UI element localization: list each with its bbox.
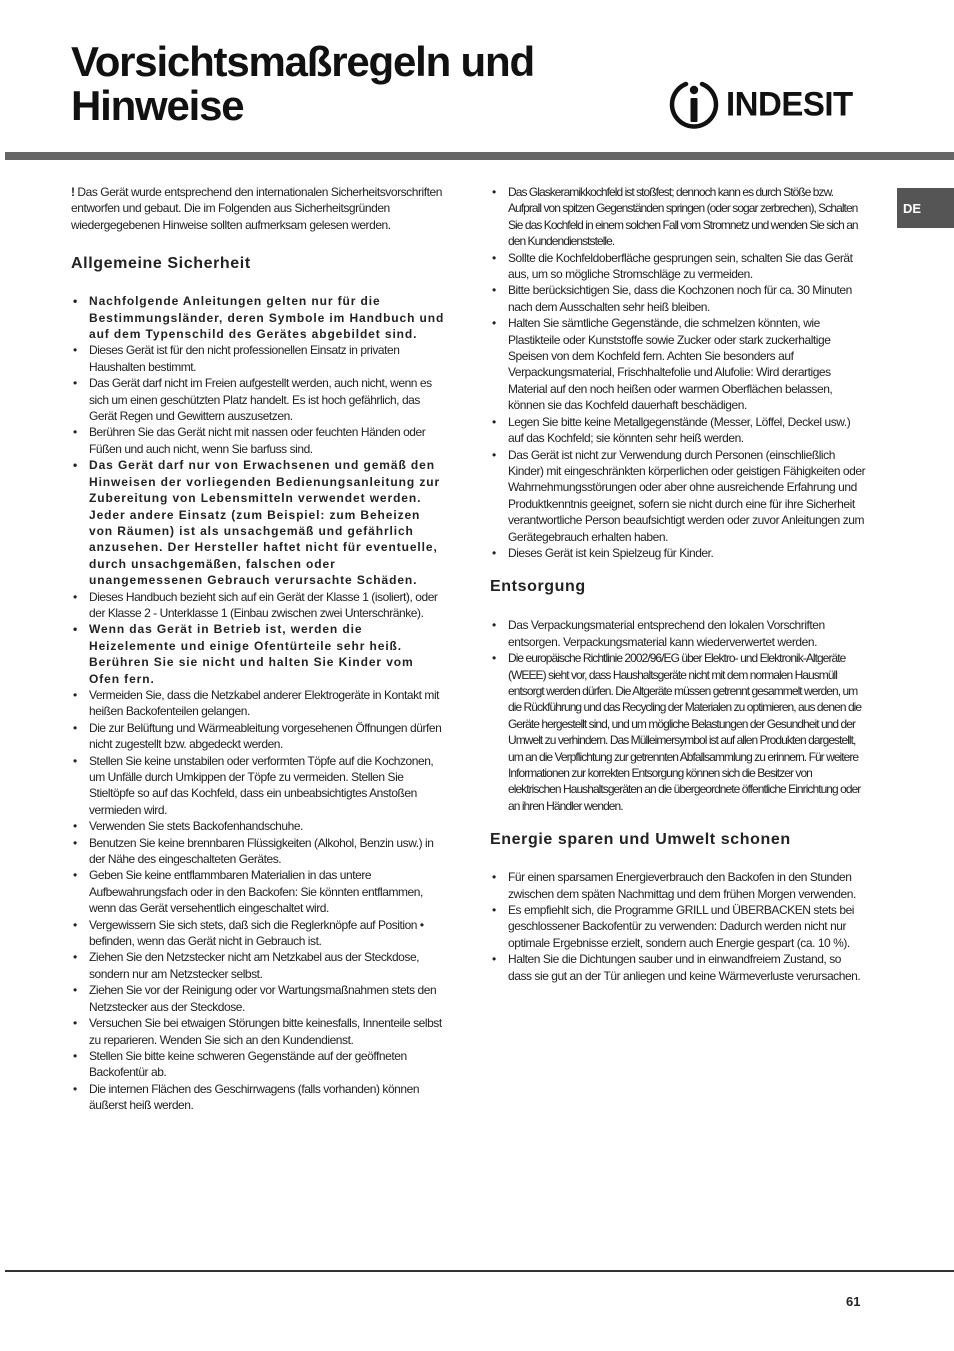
list-item: • Die zur Belüftung und Wärmeableitung vorgesehenen Öffnungen dürfen nicht zugestellt bzw. abgedeckt werden. <box>71 720 447 753</box>
language-tab: DE <box>897 188 954 228</box>
page-title <box>71 40 651 128</box>
cooktop-safety-list <box>490 184 866 561</box>
intro-paragraph <box>71 184 447 233</box>
list-item: • Halten Sie sämtliche Gegenstände, die schmelzen könnten, wie Plastikteile oder Kunststoffe sowie Zucker oder stark zuckerhaltige Speisen von dem Kochfeld fern. Achten Sie besonders auf Verpackungsmaterial, Frischhaltefolie und Alufolie: Wird derartiges Material auf den noch heißen oder warmen Oberflächen belassen, können sie das Kochfeld dauerhaft beschädigen. <box>490 315 866 413</box>
list-item: • Bitte berücksichtigen Sie, dass die Kochzonen noch für ca. 30 Minuten nach dem Ausschalten sehr heiß bleiben. <box>490 282 866 315</box>
list-item: • Nachfolgende Anleitungen gelten nur für die Bestimmungsländer, deren Symbole im Handbuch und auf dem Typenschild des Gerätes abgebildet sind. <box>71 293 447 342</box>
list-item: • Berühren Sie das Gerät nicht mit nassen oder feuchten Händen oder Füßen und auch nicht, wenn Sie barfuss sind. <box>71 424 447 457</box>
list-item: • Legen Sie bitte keine Metallgegenstände (Messer, Löffel, Deckel usw.) auf das Kochfeld; sie könnten sehr heiß werden. <box>490 414 866 447</box>
list-item: • Stellen Sie keine unstabilen oder verformten Töpfe auf die Kochzonen, um Unfälle durch Umkippen der Töpfe zu vermeiden. Stellen Sie Stieltöpfe so auf das Kochfeld, dass ein unbeabsichtigtes Anstoßen vermieden wird. <box>71 753 447 819</box>
list-item: • Verwenden Sie stets Backofenhandschuhe. <box>71 818 447 834</box>
section-heading-general-safety: Allgemeine Sicherheit <box>71 255 251 273</box>
list-item: • Stellen Sie bitte keine schweren Gegenstände auf der geöffneten Backofentür ab. <box>71 1048 447 1081</box>
intro-text: Das Gerät wurde entsprechend den internationalen Sicherheitsvorschriften entworfen und gebaut. Die im Folgenden aus Sicherheitsgründen wiedergegebenen Hinweise sollten aufmerksam gelesen werden. <box>71 185 442 232</box>
list-item: • Das Gerät ist nicht zur Verwendung durch Personen (einschließlich Kinder) mit eingeschränkten körperlichen oder geistigen Fähigkeiten oder Wahrnehmungsstörungen oder aber ohne ausreichende Erfahrung und Produktkenntnis geeignet, sofern sie nicht durch eine für ihre Sicherheit verantwortliche Person beaufsichtigt werden oder zuvor Anleitungen zum Gerätegebrauch erhalten haben. <box>490 447 866 545</box>
header-divider <box>5 152 954 160</box>
list-item: • Dieses Gerät ist kein Spielzeug für Kinder. <box>490 545 866 561</box>
list-item: • Für einen sparsamen Energieverbrauch den Backofen in den Stunden zwischen dem späten Nachmittag und dem frühen Morgen verwenden. <box>490 869 866 902</box>
page-title-line-1: Vorsichtsmaßregeln und <box>71 38 534 85</box>
page-number: 61 <box>846 1294 861 1309</box>
list-item: • Dieses Handbuch bezieht sich auf ein Gerät der Klasse 1 (isoliert), oder der Klasse 2 - Unterklasse 1 (Einbau zwischen zwei Unterschränke). <box>71 589 447 622</box>
list-item: • Die europäische Richtlinie 2002/96/EG über Elektro- und Elektronik-Altgeräte (WEEE) sieht vor, dass Haushaltsgeräte nicht mit dem normalen Hausmüll entsorgt werden dürfen. Die Altgeräte müssen getrennt gesammelt werden, um die Rückführung und das Recycling der Materialen zu optimieren, aus denen die Geräte hergestellt sind, und um mögliche Belastungen der Gesundheit und der Umwelt zu verhindern. Das Mülleimersymbol ist auf allen Produkten dargestellt, um an die Verpflichtung zur getrennten Abfallsammlung zu erinnern. Für weitere Informationen zur korrekten Entsorgung können sich die Besitzer von elektrischen Haushaltsgeräten an die übergeordnete öffentliche Einrichtung oder an ihren Händler wenden. <box>490 650 866 814</box>
list-item: • Die internen Flächen des Geschirrwagens (falls vorhanden) können äußerst heiß werden. <box>71 1081 447 1114</box>
list-item: • Das Gerät darf nicht im Freien aufgestellt werden, auch nicht, wenn es sich um einen geschützten Platz handelt. Es ist hoch gefährlich, das Gerät Regen und Gewittern auszusetzen. <box>71 375 447 424</box>
list-item: • Wenn das Gerät in Betrieb ist, werden die Heizelemente und einige Ofentürteile sehr heiß. Berühren Sie sie nicht und halten Sie Kinder vom Ofen fern. <box>71 621 447 687</box>
list-item: • Das Gerät darf nur von Erwachsenen und gemäß den Hinweisen der vorliegenden Bedienungsanleitung zur Zubereitung von Lebensmitteln verwendet werden. Jeder andere Einsatz (zum Beispiel: zum Beheizen von Räumen) ist als unsachgemäß und gefährlich anzusehen. Der Hersteller haftet nicht für eventuelle, durch unsachgemäßen, falschen oder unangemessenen Gebrauch verursachte Schäden. <box>71 457 447 588</box>
list-item: • Versuchen Sie bei etwaigen Störungen bitte keinesfalls, Innenteile selbst zu reparieren. Wenden Sie sich an den Kundendienst. <box>71 1015 447 1048</box>
left-column <box>71 184 447 1114</box>
section-heading-energy: Energie sparen und Umwelt schonen <box>490 831 791 849</box>
list-item: • Dieses Gerät ist für den nicht professionellen Einsatz in privaten Haushalten bestimmt. <box>71 342 447 375</box>
list-item: • Vermeiden Sie, dass die Netzkabel anderer Elektrogeräte in Kontakt mit heißen Backofenteilen gelangen. <box>71 687 447 720</box>
list-item: • Das Verpackungsmaterial entsprechend den lokalen Vorschriften entsorgen. Verpackungsmaterial kann wiederverwertet werden. <box>490 617 866 650</box>
general-safety-list <box>71 293 447 1113</box>
list-item: • Benutzen Sie keine brennbaren Flüssigkeiten (Alkohol, Benzin usw.) in der Nähe des eingeschalteten Gerätes. <box>71 835 447 868</box>
right-column <box>490 184 866 984</box>
indesit-logo <box>668 76 853 132</box>
list-item: • Ziehen Sie den Netzstecker nicht am Netzkabel aus der Steckdose, sondern nur am Netzstecker selbst. <box>71 949 447 982</box>
list-item: • Vergewissern Sie sich stets, daß sich die Reglerknöpfe auf Position • befinden, wenn das Gerät nicht in Gebrauch ist. <box>71 917 447 950</box>
list-item: • Geben Sie keine entflammbaren Materialien in das untere Aufbewahrungsfach oder in den Backofen: Sie könnten entflammen, wenn das Gerät versehentlich eingeschaltet wird. <box>71 867 447 916</box>
list-item: • Das Glaskeramikkochfeld ist stoßfest; dennoch kann es durch Stöße bzw. Aufprall von spitzen Gegenständen springen (oder sogar zerbrechen), Schalten Sie das Kochfeld in einem solchen Fall vom Stromnetz und wenden Sie sich an den Kundendienststelle. <box>490 184 866 250</box>
brand-wordmark: INDESIT <box>726 84 853 123</box>
list-item: • Es empfiehlt sich, die Programme GRILL und ÜBERBACKEN stets bei geschlossener Backofentür zu verwenden: Dadurch werden nicht nur optimale Ergebnisse erzielt, sondern auch Energie gespart (ca. 10 %). <box>490 902 866 951</box>
footer-divider <box>5 1270 954 1272</box>
list-item: • Ziehen Sie vor der Reinigung oder vor Wartungsmaßnahmen stets den Netzstecker aus der Steckdose. <box>71 982 447 1015</box>
disposal-list <box>490 617 866 814</box>
list-item: • Sollte die Kochfeldoberfläche gesprungen sein, schalten Sie das Gerät aus, um so mögliche Stromschläge zu vermeiden. <box>490 250 866 283</box>
page-title-line-2: Hinweise <box>71 82 244 129</box>
section-heading-disposal: Entsorgung <box>490 578 586 596</box>
warning-mark: ! <box>71 185 75 199</box>
list-item: • Halten Sie die Dichtungen sauber und in einwandfreiem Zustand, so dass sie gut an der Tür anliegen und keine Wärmeverluste verursachen. <box>490 951 866 984</box>
energy-list <box>490 869 866 984</box>
indesit-i-logo-icon <box>668 76 720 132</box>
